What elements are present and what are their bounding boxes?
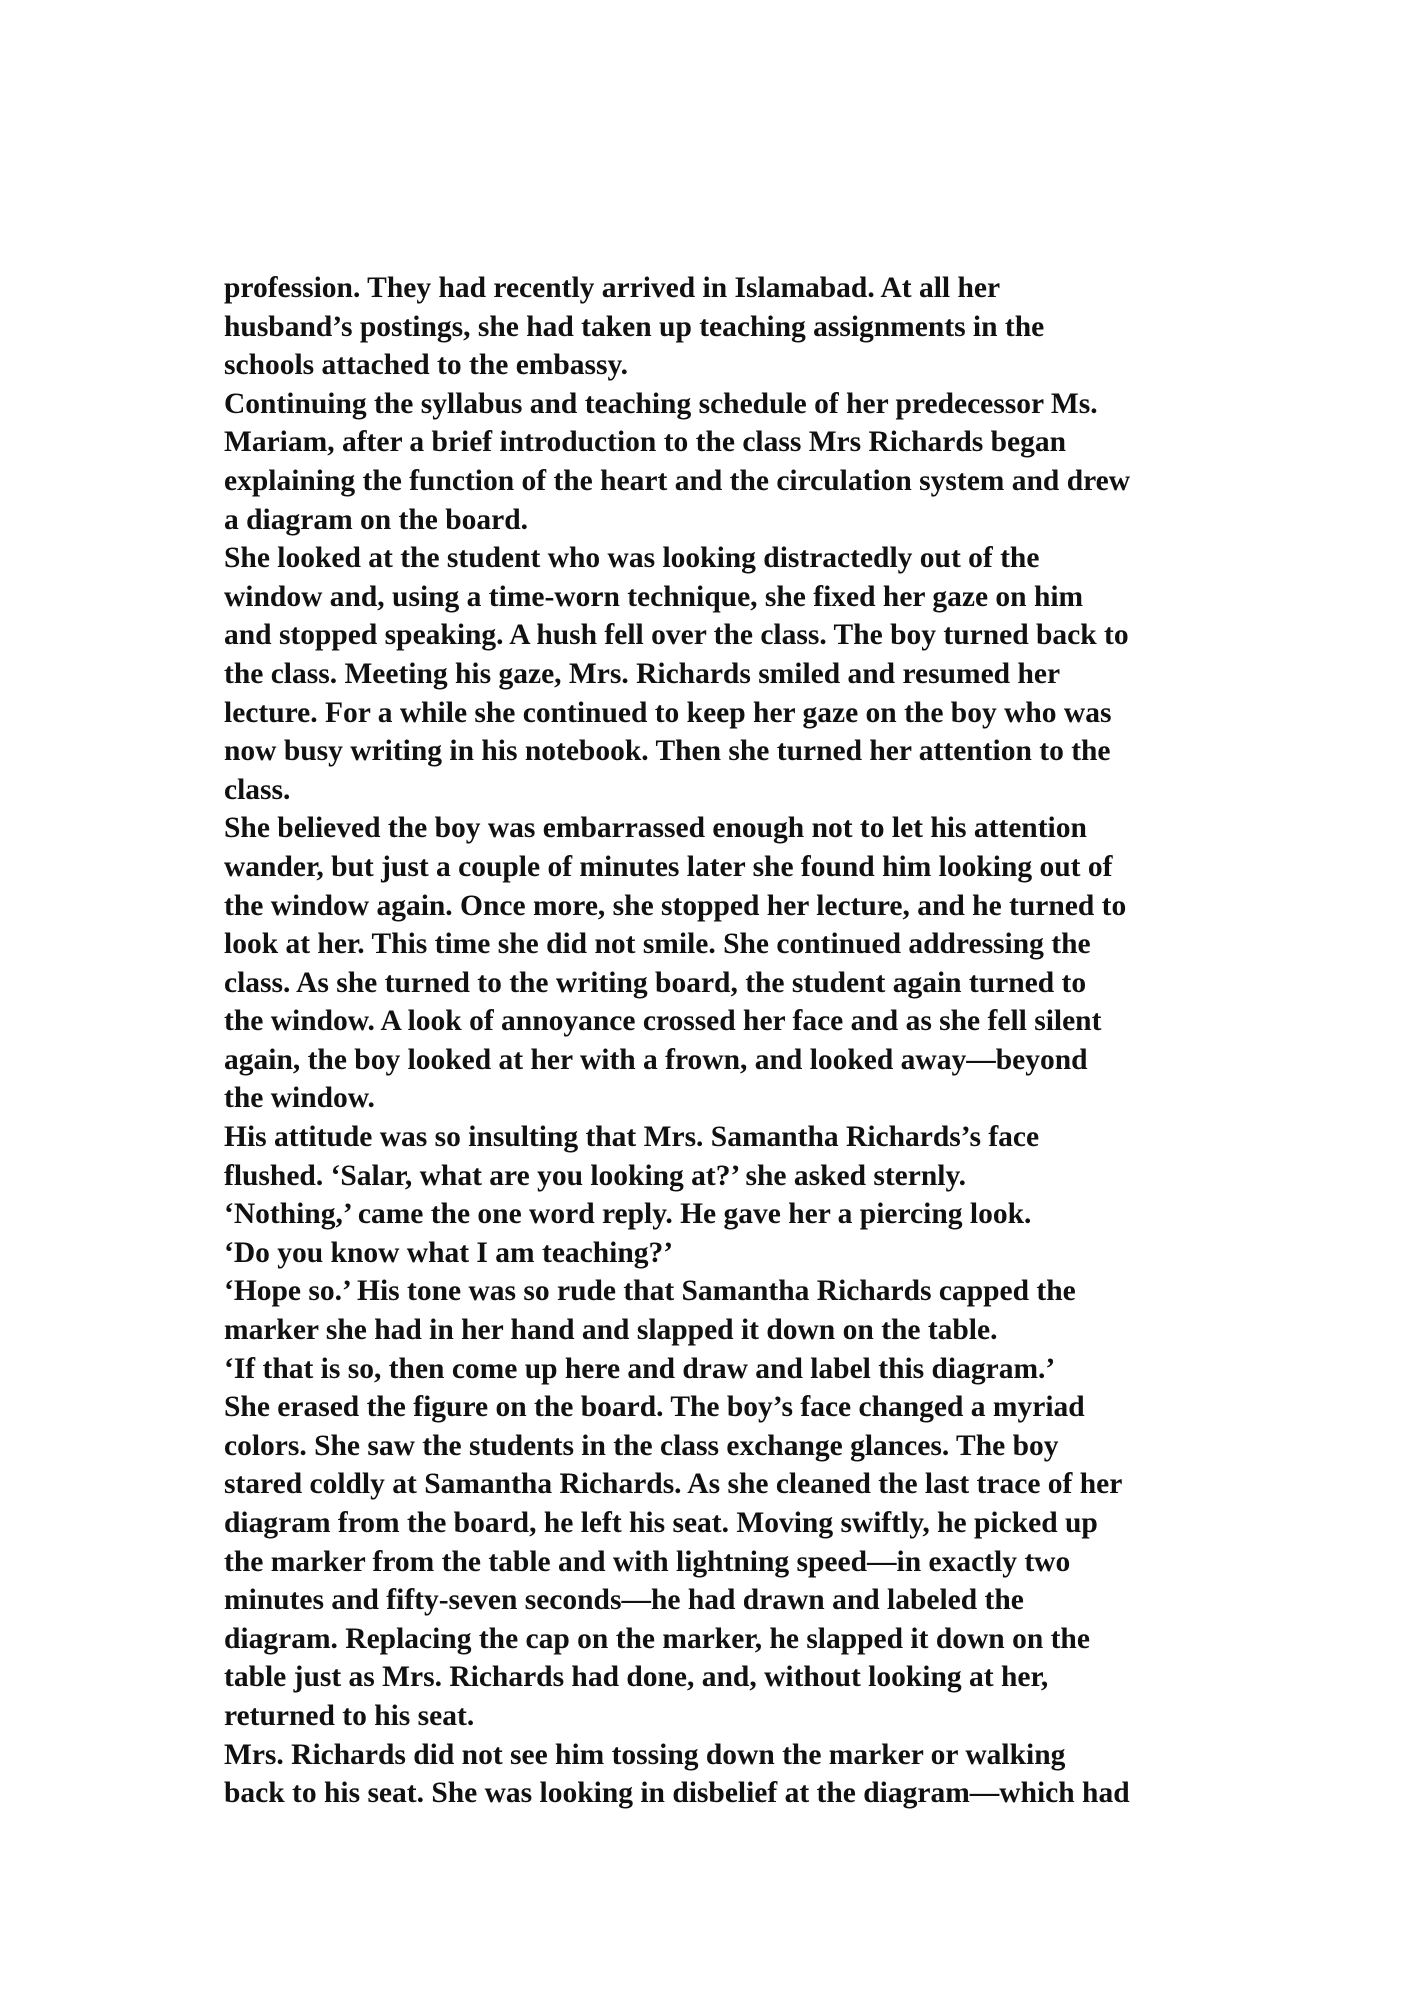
text-line: the window again. Once more, she stopped her lecture, and he turned to (224, 889, 1127, 922)
text-line: a diagram on the board. (224, 503, 529, 536)
text-line: the window. A look of annoyance crossed her face and as she fell silent (224, 1005, 1102, 1038)
text-line: ‘Nothing,’ came the one word reply. He gave her a piercing look. (224, 1198, 1032, 1231)
text-line: schools attached to the embassy. (224, 349, 628, 382)
text-line: flushed. ‘Salar, what are you looking at?’ she asked sternly. (224, 1159, 966, 1192)
text-line: table just as Mrs. Richards had done, and, without looking at her, (224, 1661, 1049, 1694)
text-line: colors. She saw the students in the class exchange glances. The boy (224, 1429, 1059, 1462)
text-line: returned to his seat. (224, 1699, 475, 1732)
text-line: lecture. For a while she continued to keep her gaze on the boy who was (224, 696, 1112, 729)
text-line: look at her. This time she did not smile. She continued addressing the (224, 928, 1091, 961)
text-line: Mrs. Richards did not see him tossing down the marker or walking (224, 1738, 1066, 1771)
text-line: husband’s postings, she had taken up teaching assignments in the (224, 310, 1045, 343)
text-line: again, the boy looked at her with a frown, and looked away—beyond (224, 1043, 1088, 1076)
text-line: profession. They had recently arrived in Islamabad. At all her (224, 272, 1001, 304)
text-line: the window. (224, 1082, 375, 1115)
text-line: back to his seat. She was looking in disbelief at the diagram—which had (224, 1777, 1130, 1810)
text-line: now busy writing in his notebook. Then she turned her attention to the (224, 735, 1111, 768)
text-line: wander, but just a couple of minutes later she found him looking out of (224, 850, 1113, 883)
body-text (224, 269, 1284, 1813)
text-line: window and, using a time-worn technique, she fixed her gaze on him (224, 580, 1084, 613)
text-line: diagram from the board, he left his seat. Moving swiftly, he picked up (224, 1507, 1098, 1539)
text-line: minutes and fifty-seven seconds—he had drawn and labeled the (224, 1584, 1024, 1617)
text-line: diagram. Replacing the cap on the marker, he slapped it down on the (224, 1622, 1090, 1655)
text-line: class. As she turned to the writing board, the student again turned to (224, 966, 1087, 999)
text-line: ‘Do you know what I am teaching?’ (224, 1236, 674, 1269)
text-line: Mariam, after a brief introduction to the class Mrs Richards began (224, 426, 1067, 459)
text-line: Continuing the syllabus and teaching schedule of her predecessor Ms. (224, 387, 1098, 420)
text-line: class. (224, 773, 291, 806)
text-line: marker she had in her hand and slapped it down on the table. (224, 1314, 998, 1347)
text-line: the marker from the table and with lightning speed—in exactly two (224, 1545, 1071, 1578)
text-line: She erased the figure on the board. The boy’s face changed a myriad (224, 1391, 1085, 1424)
text-line: His attitude was so insulting that Mrs. Samantha Richards’s face (224, 1121, 1040, 1154)
text-line: explaining the function of the heart and the circulation system and drew (224, 464, 1131, 497)
text-line: ‘If that is so, then come up here and draw and label this diagram.’ (224, 1352, 1056, 1385)
text-line: the class. Meeting his gaze, Mrs. Richards smiled and resumed her (224, 657, 1061, 690)
text-line: She believed the boy was embarrassed enough not to let his attention (224, 812, 1087, 845)
text-line: ‘Hope so.’ His tone was so rude that Samantha Richards capped the (224, 1275, 1076, 1308)
text-line: She looked at the student who was looking distractedly out of the (224, 542, 1040, 575)
text-line: stared coldly at Samantha Richards. As she cleaned the last trace of her (224, 1468, 1123, 1501)
text-line: and stopped speaking. A hush fell over the class. The boy turned back to (224, 619, 1129, 652)
